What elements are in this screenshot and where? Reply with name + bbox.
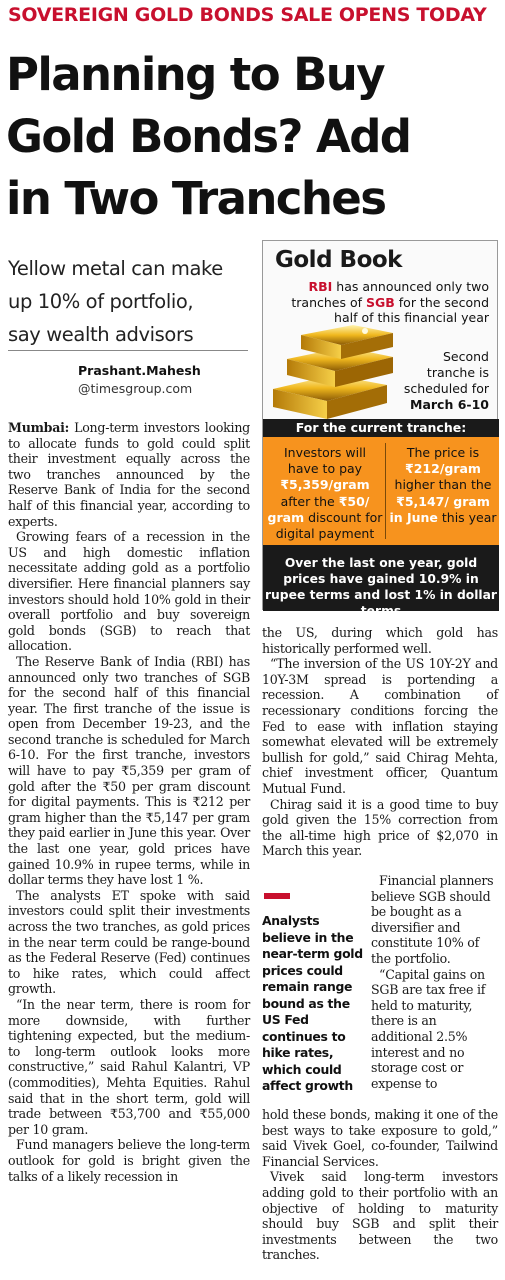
deck-divider (8, 350, 248, 351)
article-column-2-wrap (371, 873, 498, 1091)
cell-text: discount for digital payment (275, 509, 383, 542)
paragraph: “Capital gains on SGB are tax free if held to maturity, there is an additional 2.5% interest and no storage cost or expense to (371, 966, 486, 1091)
article-column-2 (262, 625, 498, 859)
panel-divider (385, 443, 386, 539)
second-tranche-dates: March 6-10 (410, 397, 489, 412)
pull-quote: Analysts believe in the near-term gold prices could remain range bound as the US Fed continues to hike rates, which could affect growth (262, 913, 363, 1093)
paragraph: Vivek said long-term investors adding gold to their portfolio with an objective of holding to maturity should buy SGB and split their investments between the two tranches. (262, 1169, 498, 1263)
intro-sgb: SGB (366, 294, 395, 310)
investor-price-cell (267, 445, 383, 542)
paragraph (8, 420, 250, 529)
gold-book-footer: Over the last one year, gold prices have gained 10.9% in rupee terms and lost 1% in dollar terms (263, 545, 499, 611)
paragraph: “In the near term, there is room for more downside, with further tightening expected, but the medium- to long-term outlook looks more constructive,” said Rahul Kalantri, VP (commodities), Mehta Equities. Rahul said that in the short term, gold will trade between ₹53,700 and ₹55,000 per 10 gram. (8, 996, 250, 1137)
paragraph: The analysts ET spoke with said investors could split their investments across the two tranches, as gold prices in the near term could be range-bound as the Federal Reserve (Fed) continues to hike rates, which could affect growth. (8, 887, 250, 997)
cell-highlight: ₹5,147/ gram in June (389, 493, 490, 525)
article-column-1 (8, 420, 250, 1184)
gold-bars-image (253, 319, 403, 429)
gold-book-infobox (262, 240, 498, 618)
cell-highlight: ₹50/ gram (267, 493, 370, 525)
intro-text: for the second half of this financial year (334, 294, 489, 326)
article-column-2-end (262, 1107, 498, 1263)
paragraph: Chirag said it is a good time to buy gold given the 15% correction from the all-time high price of $2,070 in March this year. (262, 796, 498, 859)
headline-line: in Two Tranches (6, 172, 386, 225)
pull-quote-accent (264, 893, 290, 899)
gold-book-title: Gold Book (275, 247, 402, 273)
deck-line: Yellow metal can make (8, 257, 223, 280)
second-tranche-text: Second tranche is scheduled for (403, 349, 489, 396)
byline-handle: @timesgroup.com (78, 381, 193, 396)
paragraph: “The inversion of the US 10Y-2Y and 10Y-3M spread is portending a recession. A combination of recessionary conditions forcing the Fed to ease with inflation staying somewhat elevated will be extremely bullish for gold,” said Chirag Mehta, chief investment officer, Quantum Mutual Fund. (262, 656, 498, 796)
cell-highlight: ₹5,359/gram (280, 477, 370, 493)
second-tranche-note (393, 349, 489, 413)
cell-text: higher than the (394, 477, 492, 493)
current-tranche-label: For the current tranche: (263, 419, 499, 437)
paragraph: Financial planners believe SGB should be bought as a diversifier and constitute 10% of the portfolio. (371, 873, 494, 966)
cell-highlight: ₹212/gram (405, 461, 481, 477)
current-tranche-panel (263, 437, 499, 545)
cell-text: after the (280, 493, 339, 509)
deck-line: say wealth advisors (8, 323, 194, 346)
intro-text: has announced only two tranches of (291, 279, 489, 310)
cell-text: Investors will have to pay (283, 445, 367, 477)
headline (6, 44, 501, 230)
intro-rbi: RBI (308, 279, 333, 294)
paragraph: Growing fears of a recession in the US and high domestic inflation necessitate adding gold as a portfolio diversifier. Here financial planners say investors should hold 10% gold in their overall portfolio and buy sovereign gold bonds (SGB) to reach that allocation. (8, 529, 250, 654)
paragraph-text: Long-term investors looking to allocate funds to gold could split their investment equally across the two tranches announced by the Reserve Bank of India for the second half of this financial year, according to experts. (8, 420, 250, 529)
headline-line: Gold Bonds? Add (6, 110, 411, 163)
dateline: Mumbai: (8, 420, 70, 435)
paragraph: The Reserve Bank of India (RBI) has announced only two tranches of SGB for the second half of this financial year. The first tranche of the issue is open from December 19-23, and the second tranche is scheduled for March 6-10. For the first tranche, investors will have to pay ₹5,359 per gram of gold after the ₹50 per gram discount for digital payments. This is ₹212 per gram higher than the ₹5,147 per gram they paid earlier in June this year. Over the last one year, gold prices have gained 10.9% in rupee terms, while in dollar terms they have lost 1 %. (8, 653, 250, 888)
cell-text: The price is (406, 445, 480, 460)
paragraph: hold these bonds, making it one of the best ways to take exposure to gold,” said Vivek Goel, co-founder, Tailwind Financial Services. (262, 1107, 498, 1169)
price-difference-cell (389, 445, 497, 526)
paragraph: the US, during which gold has historically performed well. (262, 625, 498, 656)
byline (78, 362, 201, 398)
headline-line: Planning to Buy (6, 48, 384, 101)
deck (8, 252, 258, 351)
byline-name: Prashant.Mahesh (78, 363, 201, 378)
cell-text: this year (437, 509, 497, 525)
deck-line: up 10% of portfolio, (8, 290, 194, 313)
paragraph: Fund managers believe the long-term outlook for gold is bright given the talks of a likely recession in (8, 1137, 250, 1184)
kicker: SOVEREIGN GOLD BONDS SALE OPENS TODAY (8, 4, 487, 26)
